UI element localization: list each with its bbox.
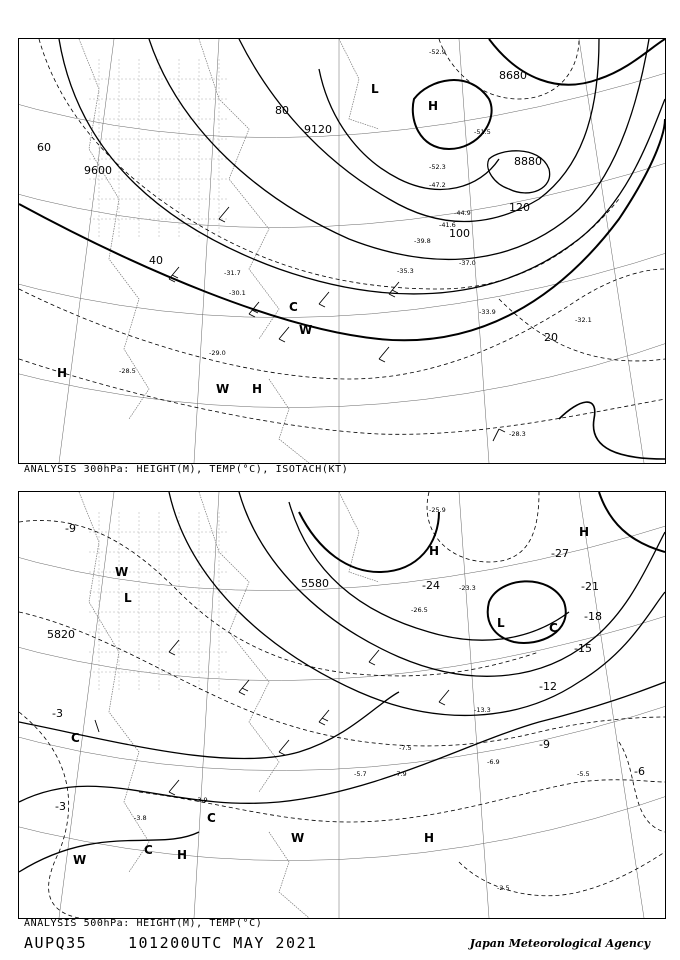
temp-label: -3.9 [195,796,208,804]
terrain-hatch [89,512,229,692]
cold-marker: C [549,621,558,635]
contour-label: -18 [584,610,602,623]
temp-label: -5.7 [354,770,367,778]
temp-label: -30.1 [229,289,246,297]
height-label: 5820 [47,628,75,641]
warm-marker: W [216,382,230,396]
chart-300hpa [18,38,666,464]
height-label: 9120 [304,123,332,136]
graticule [19,39,665,463]
contour-label: -3 [52,707,63,720]
height-label: 80 [275,104,289,117]
height-label: 8680 [499,69,527,82]
high-pressure-marker: H [579,525,590,539]
temp-label: -25.9 [429,506,446,514]
temp-label: -7.5 [399,744,412,752]
contour-label: -6 [634,765,645,778]
temp-label: -23.3 [459,584,476,592]
temp-label: -31.7 [224,269,241,277]
height-label: 8880 [514,155,542,168]
temp-label: -39.8 [414,237,431,245]
temp-label: -32.1 [575,316,592,324]
temp-label: -33.9 [479,308,496,316]
chart-caption-500hpa: ANALYSIS 500hPa: HEIGHT(M), TEMP(°C) [24,918,263,929]
height-label: 9600 [84,164,112,177]
low-pressure-marker: L [124,591,132,605]
temp-label: -52.3 [429,163,446,171]
warm-marker: W [291,831,305,845]
map-500hpa [19,492,665,918]
high-pressure-marker: H [177,848,188,862]
high-pressure-marker: H [57,366,68,380]
chart-500hpa [18,491,666,919]
temp-label: -28.5 [119,367,136,375]
cold-marker: C [207,811,216,825]
warm-marker: W [115,565,129,579]
contour-label: -15 [574,642,592,655]
map-300hpa [19,39,665,463]
cold-marker: C [71,731,80,745]
warm-marker: W [73,853,87,867]
warm-marker: W [299,323,313,337]
temp-label: -2.5 [497,884,510,892]
chart-id: AUPQ35 [24,934,88,952]
contour-label: -12 [539,680,557,693]
contour-label: -21 [581,580,599,593]
issue-time: 101200UTC MAY 2021 [128,934,318,952]
contour-label: -27 [551,547,569,560]
height-label: 60 [37,141,51,154]
temp-label: -35.3 [397,267,414,275]
low-pressure-marker: L [497,616,505,630]
temp-label: -47.2 [429,181,446,189]
temp-label: -41.6 [439,221,456,229]
high-pressure-marker: H [252,382,263,396]
height-label: 5580 [301,577,329,590]
contour-label: -24 [422,579,440,592]
isotherms [19,39,665,434]
wind-barbs [169,207,505,441]
height-contours [19,39,665,340]
high-pressure-marker: H [429,544,440,558]
terrain-hatch [89,59,229,239]
isotach-20 [559,402,665,459]
temp-label: -51.5 [474,128,491,136]
contour-label: -3 [55,800,66,813]
height-label: 100 [449,227,470,240]
temp-label: -52.9 [429,48,446,56]
high-pressure-marker: H [424,831,435,845]
low-pressure-marker: L [371,82,379,96]
cold-marker: C [289,300,298,314]
temp-label: -6.9 [487,758,500,766]
temp-label: -44.9 [454,209,471,217]
contour-label: -9 [65,522,76,535]
height-label: 20 [544,331,558,344]
agency-name: Japan Meteorological Agency [469,937,650,950]
cold-marker: C [144,843,153,857]
temp-label: -29.0 [209,349,226,357]
temp-label: -5.5 [577,770,590,778]
temp-label: -28.3 [509,430,526,438]
contour-label: -9 [539,738,550,751]
temp-label: -26.5 [411,606,428,614]
temp-label: -3.8 [134,814,147,822]
temp-label: -7.9 [394,770,407,778]
high-pressure-marker: H [428,99,439,113]
coastlines [79,39,379,463]
temp-label: -13.3 [474,706,491,714]
chart-caption-300hpa: ANALYSIS 300hPa: HEIGHT(M), TEMP(°C), ISOTACH(KT) [24,464,349,475]
height-label: 40 [149,254,163,267]
height-label: 120 [509,201,530,214]
temp-label: -37.0 [459,259,476,267]
